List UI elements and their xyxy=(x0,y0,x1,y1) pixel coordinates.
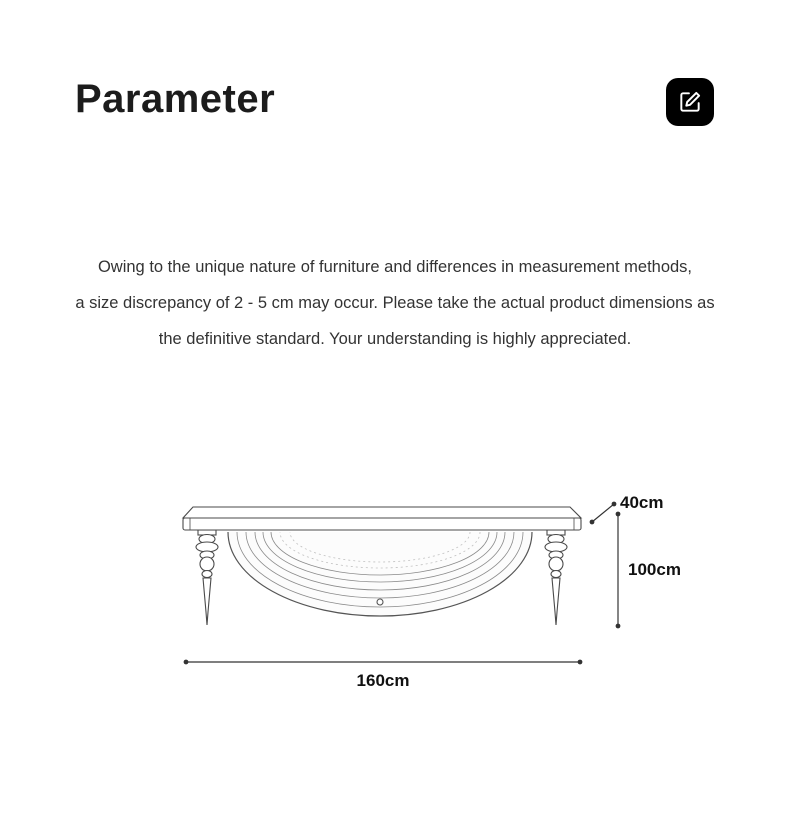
dimension-diagram xyxy=(0,470,790,730)
console-table-drawing xyxy=(0,470,790,730)
page-title: Parameter xyxy=(75,77,276,121)
drawer-knob xyxy=(377,599,383,605)
depth-dimension-label: 40cm xyxy=(620,493,664,512)
depth-dimension-line xyxy=(590,502,617,525)
height-dimension-label: 100cm xyxy=(628,560,681,579)
table-leg-right xyxy=(545,530,567,625)
table-leg-left xyxy=(196,530,218,625)
disclaimer-text xyxy=(0,249,790,357)
width-dimension-line xyxy=(184,660,583,665)
edit-badge xyxy=(666,78,714,126)
disclaimer-line-2: a size discrepancy of 2 - 5 cm may occur. Please take the actual product dimensions as xyxy=(75,294,715,312)
pencil-square-icon xyxy=(677,89,703,115)
height-dimension-line xyxy=(616,512,621,629)
disclaimer-line-1: Owing to the unique nature of furniture and differences in measurement methods, xyxy=(97,258,693,276)
table-top xyxy=(183,507,581,530)
disclaimer-line-3: the definitive standard. Your understanding is highly appreciated. xyxy=(158,330,632,348)
table-body xyxy=(228,470,532,616)
width-dimension-label: 160cm xyxy=(356,671,410,690)
